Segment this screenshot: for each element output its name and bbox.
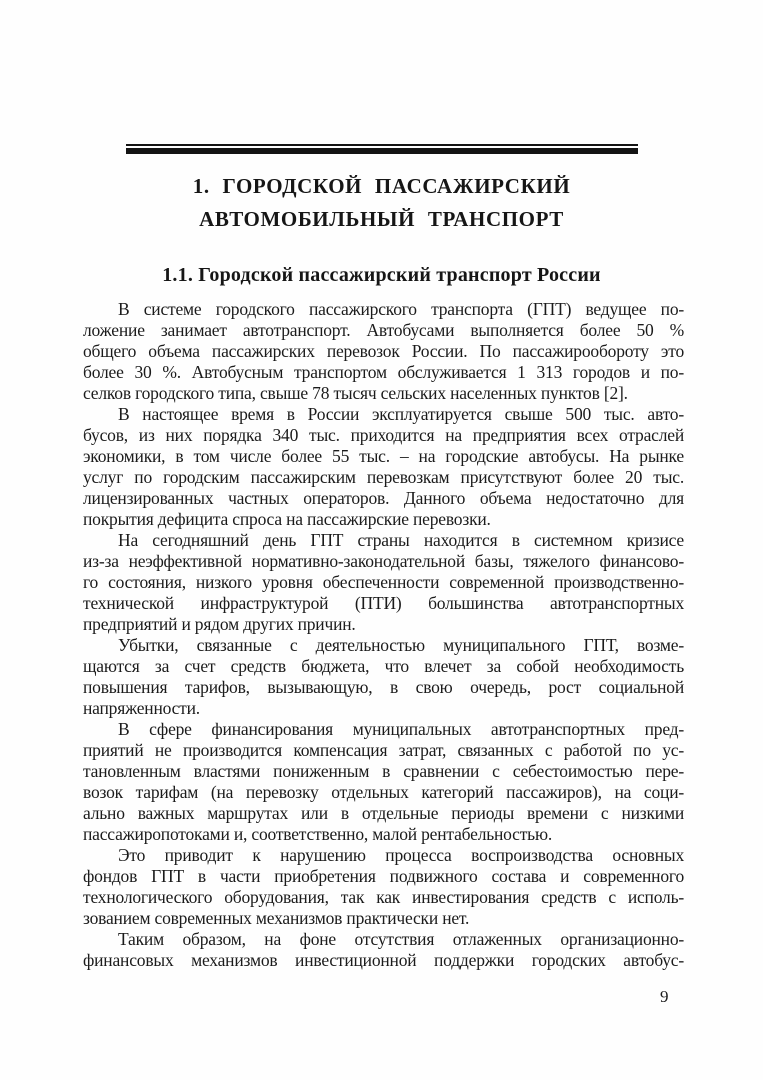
rule-thin-line [126, 144, 638, 146]
text-line: селков городского типа, свыше 78 тысяч сельских населенных пунктов [2]. [83, 383, 628, 403]
text-line: из-за неэффективной нормативно-законодательной базы, тяжелого финансово- [83, 551, 684, 571]
text-line: технической инфраструктурой (ПТИ) большинства автотранспортных [83, 593, 684, 613]
paragraph [83, 719, 684, 845]
text-line: услуг по городским пассажирским перевозкам присутствуют более 20 тыс. [83, 467, 684, 487]
double-rule [126, 144, 638, 154]
text-line: лицензированных частных операторов. Данного объема недостаточно для [83, 488, 684, 508]
text-line: Таким образом, на фоне отсутствия отлаженных организационно- [118, 929, 684, 949]
rule-thick-line [126, 148, 638, 154]
text-line: покрытия дефицита спроса на пассажирские перевозки. [83, 509, 491, 529]
text-line: На сегодняшний день ГПТ страны находится в системном кризисе [118, 530, 684, 550]
text-line: экономики, в том числе более 55 тыс. – на городские автобусы. На рынке [83, 446, 684, 466]
text-line: приятий не производится компенсация затрат, связанных с работой по ус- [83, 740, 684, 760]
text-line: тановленным властями пониженным в сравнении с себестоимостью пере- [83, 761, 684, 781]
text-line: фондов ГПТ в части приобретения подвижного состава и современного [83, 866, 684, 886]
chapter-title [0, 170, 763, 236]
text-line: финансовых механизмов инвестиционной поддержки городских автобус- [83, 950, 684, 970]
text-line: повышения тарифов, вызывающую, в свою очередь, рост социальной [83, 677, 684, 697]
text-line: Это приводит к нарушению процесса воспроизводства основных [118, 845, 684, 865]
text-line: го состояния, низкого уровня обеспеченности современной производственно- [83, 572, 684, 592]
paragraph [83, 845, 684, 929]
text-line: возок тарифам (на перевозку отдельных категорий пассажиров), на соци- [83, 782, 684, 802]
paragraph [83, 635, 684, 719]
text-line: пассажиропотоками и, соответственно, малой рентабельностью. [83, 824, 552, 844]
text-line: общего объема пассажирских перевозок России. По пассажирообороту это [83, 341, 684, 361]
text-line: ально важных маршрутах или в отдельные периоды времени с низкими [83, 803, 684, 823]
text-line: Убытки, связанные с деятельностью муниципального ГПТ, возме- [118, 635, 684, 655]
text-line: более 30 %. Автобусным транспортом обслуживается 1 313 городов и по- [83, 362, 684, 382]
text-line: В настоящее время в России эксплуатируется свыше 500 тыс. авто- [118, 404, 684, 424]
text-line: напряженности. [83, 698, 200, 718]
text-line: ложение занимает автотранспорт. Автобусами выполняется более 50 % [83, 320, 684, 340]
text-line: щаются за счет средств бюджета, что влечет за собой необходимость [83, 656, 684, 676]
page-number: 9 [660, 987, 669, 1006]
paragraph [83, 530, 684, 635]
paragraph [83, 299, 684, 404]
text-line: В системе городского пассажирского транспорта (ГПТ) ведущее по- [118, 299, 684, 319]
chapter-title-line-1: 1. ГОРОДСКОЙ ПАССАЖИРСКИЙ [192, 174, 571, 198]
text-line: зованием современных механизмов практически нет. [83, 908, 470, 928]
text-line: предприятий и рядом других причин. [83, 614, 356, 634]
text-line: технологического оборудования, так как инвестирования средств с исполь- [83, 887, 684, 907]
text-line: бусов, из них порядка 340 тыс. приходится на предприятия всех отраслей [83, 425, 684, 445]
body-text [83, 299, 684, 971]
paragraph [83, 404, 684, 530]
section-heading: 1.1. Городской пассажирский транспорт России [162, 264, 601, 286]
chapter-title-line-2: АВТОМОБИЛЬНЫЙ ТРАНСПОРТ [199, 207, 564, 231]
paragraph [83, 929, 684, 971]
text-line: В сфере финансирования муниципальных автотранспортных пред- [118, 719, 684, 739]
